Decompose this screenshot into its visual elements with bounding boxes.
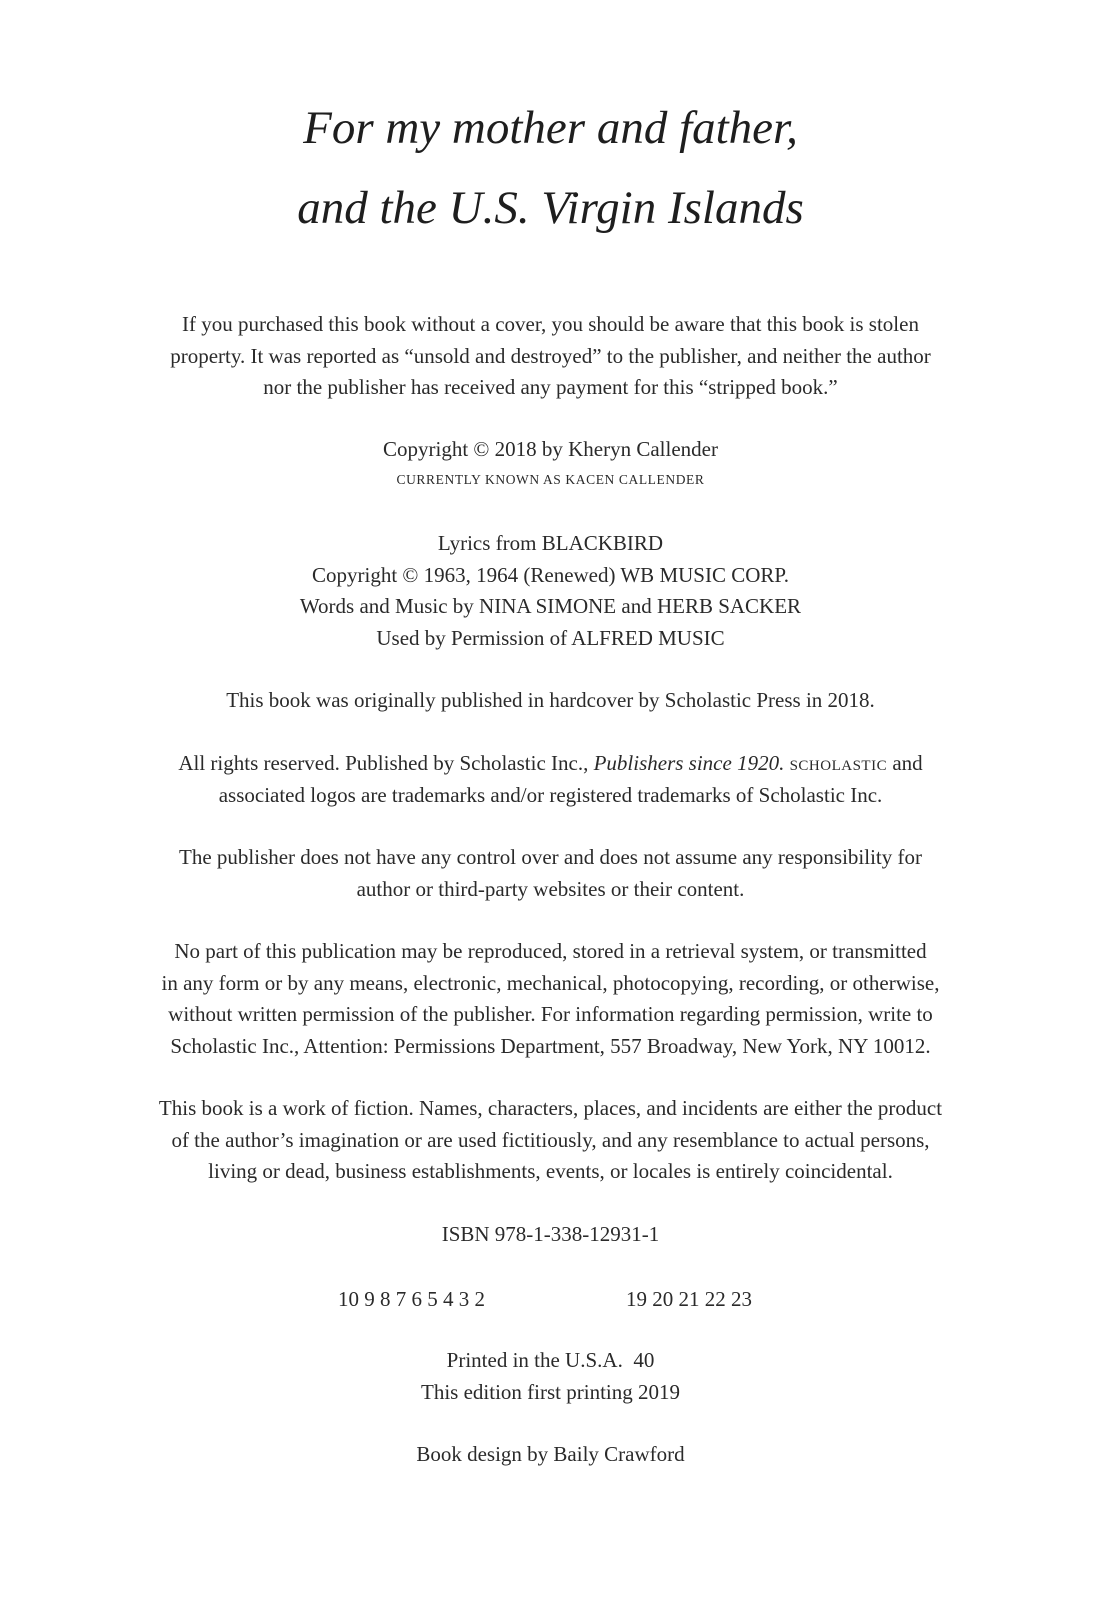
- dedication-line: and the U.S. Virgin Islands: [297, 182, 804, 234]
- lyrics-line: Lyrics from BLACKBIRD: [437, 531, 664, 555]
- copyright-notice: [0, 434, 1101, 494]
- publisher-name-smallcaps: scholastic: [789, 751, 888, 775]
- reproduction-line: Scholastic Inc., Attention: Permissions Department, 557 Broadway, New York, NY 10012.: [170, 1033, 931, 1058]
- reproduction-line: No part of this publication may be reproduced, stored in a retrieval system, or transmitted: [174, 939, 927, 963]
- reproduction-notice: [0, 936, 1101, 1062]
- websites-disclaimer: [0, 842, 1101, 905]
- edition-printing: This edition first printing 2019: [421, 1379, 680, 1404]
- lyrics-line: Copyright © 1963, 1964 (Renewed) WB MUSIC CORP.: [312, 562, 789, 587]
- disclaimer-line: author or third-party websites or their content.: [356, 876, 745, 901]
- lyrics-line: Words and Music by NINA SIMONE and HERB SACKER: [299, 594, 802, 618]
- copyright-line: Copyright © 2018 by Kheryn Callender: [383, 437, 718, 461]
- dedication: [0, 88, 1101, 248]
- rights-line: associated logos are trademarks and/or registered trademarks of Scholastic Inc.: [218, 782, 883, 807]
- author-current-name: CURRENTLY KNOWN AS KACEN CALLENDER: [396, 471, 705, 487]
- fiction-disclaimer: [0, 1093, 1101, 1188]
- notice-line: nor the publisher has received any payment for this “stripped book.”: [263, 375, 838, 399]
- isbn-line: ISBN 978-1-338-12931-1: [441, 1222, 660, 1246]
- rights-text-end: and: [887, 751, 923, 775]
- stripped-book-notice: [0, 309, 1101, 404]
- design-line: Book design by Baily Crawford: [416, 1442, 685, 1466]
- isbn: [0, 1219, 1101, 1251]
- printed-info: [0, 1345, 1101, 1408]
- dedication-line: For my mother and father,: [303, 102, 798, 154]
- lyrics-credit: [0, 528, 1101, 654]
- reproduction-line: without written permission of the publisher. For information regarding permission, write to: [168, 1002, 933, 1026]
- design-credit: [0, 1439, 1101, 1471]
- printing-numbers: [0, 1283, 1101, 1315]
- rights-line: [0, 748, 1101, 780]
- publisher-tagline: Publishers since 1920.: [593, 751, 785, 775]
- fiction-line: of the author’s imagination or are used fictitiously, and any resemblance to actual persons,: [171, 1127, 930, 1152]
- printing-years: 19 20 21 22 23: [626, 1287, 752, 1311]
- notice-line: If you purchased this book without a cover, you should be aware that this book is stolen: [182, 312, 919, 336]
- disclaimer-line: The publisher does not have any control over and does not assume any responsibility for: [179, 845, 922, 869]
- lyrics-line: Used by Permission of ALFRED MUSIC: [376, 625, 725, 650]
- publication-line: This book was originally published in hardcover by Scholastic Press in 2018.: [226, 688, 875, 712]
- rights-reserved: [0, 748, 1101, 811]
- rights-text: All rights reserved. Published by Scholastic Inc.,: [178, 751, 594, 775]
- fiction-line: This book is a work of fiction. Names, characters, places, and incidents are either the product: [158, 1096, 943, 1120]
- notice-line: property. It was reported as “unsold and destroyed” to the publisher, and neither the author: [170, 343, 931, 368]
- reproduction-line: in any form or by any means, electronic, mechanical, photocopying, recording, or otherwise,: [161, 970, 940, 995]
- original-publication: [0, 685, 1101, 717]
- fiction-line: living or dead, business establishments, events, or locales is entirely coincidental.: [208, 1159, 893, 1183]
- printing-sequence: 10 9 8 7 6 5 4 3 2: [338, 1287, 485, 1311]
- printed-location: Printed in the U.S.A. 40: [446, 1348, 655, 1372]
